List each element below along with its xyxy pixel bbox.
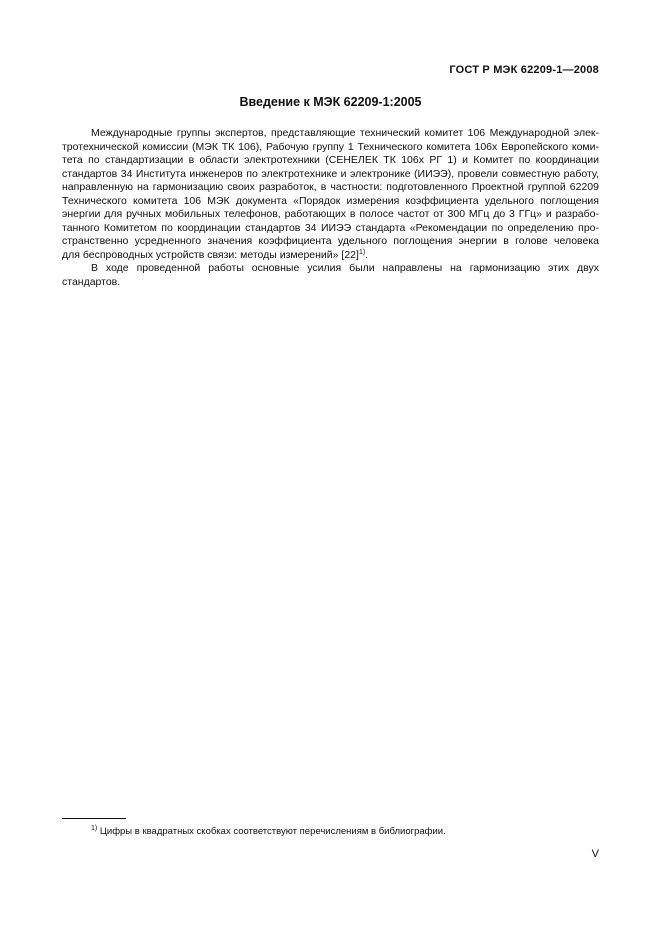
paragraph-line: Технического комитета 106 МЭК документа «Порядок измерения коэффициента удельного поглощения bbox=[62, 194, 599, 207]
paragraph-last-line bbox=[62, 249, 599, 263]
footnote bbox=[91, 826, 446, 837]
paragraph-1 bbox=[62, 127, 599, 262]
paragraph-line: В ходе проведенной работы основные усилия были направлены на гармонизацию этих двух bbox=[91, 262, 599, 274]
introduction-body bbox=[62, 127, 599, 289]
paragraph-line: направленную на гармонизацию своих разработок, в частности: подготовленного Проектной группой 62209 bbox=[62, 181, 599, 193]
paragraph-line: стандартов 34 Института инженеров по электротехнике и электронике (ИИЭЭ), провели совместную работу, bbox=[62, 167, 599, 180]
footnote-text: Цифры в квадратных скобках соответствуют перечислениям в библиографии. bbox=[97, 826, 446, 837]
page-number: V bbox=[591, 848, 599, 860]
footnote-reference: 1) bbox=[358, 248, 366, 256]
document-standard-code: ГОСТ Р МЭК 62209-1—2008 bbox=[449, 64, 599, 76]
paragraph-2 bbox=[62, 262, 599, 289]
paragraph-line: Международные группы экспертов, представляющие технический комитет 106 Международной элек- bbox=[91, 127, 599, 139]
footnote-separator bbox=[62, 818, 126, 819]
footnote-marker: 1) bbox=[91, 825, 98, 832]
paragraph-line: тета по стандартизации в области электротехники (СЕНЕЛЕК ТК 106х РГ 1) и Комитет по координации bbox=[62, 154, 599, 166]
paragraph-line: тротехнической комиссии (МЭК ТК 106), Рабочую группу 1 Технического комитета 106х Европейского коми- bbox=[62, 140, 599, 153]
paragraph-line: стандартов. bbox=[62, 275, 121, 288]
paragraph-line: танного Комитетом по координации стандартов 34 ИИЭЭ стандарта «Рекомендации по определению про- bbox=[62, 221, 599, 234]
paragraph-end-punctuation: . bbox=[365, 248, 369, 261]
paragraph-line: энергии для ручных мобильных телефонов, работающих в полосе частот от 300 МГц до 3 ГГц» и разрабо- bbox=[62, 208, 599, 220]
paragraph-line: странственно усредненного значения коэффициента удельного поглощения энергии в голове человека bbox=[62, 235, 599, 247]
section-title: Введение к МЭК 62209-1:2005 bbox=[239, 95, 422, 109]
paragraph-line-text: для беспроводных устройств связи: методы измерений» [22] bbox=[62, 248, 359, 261]
